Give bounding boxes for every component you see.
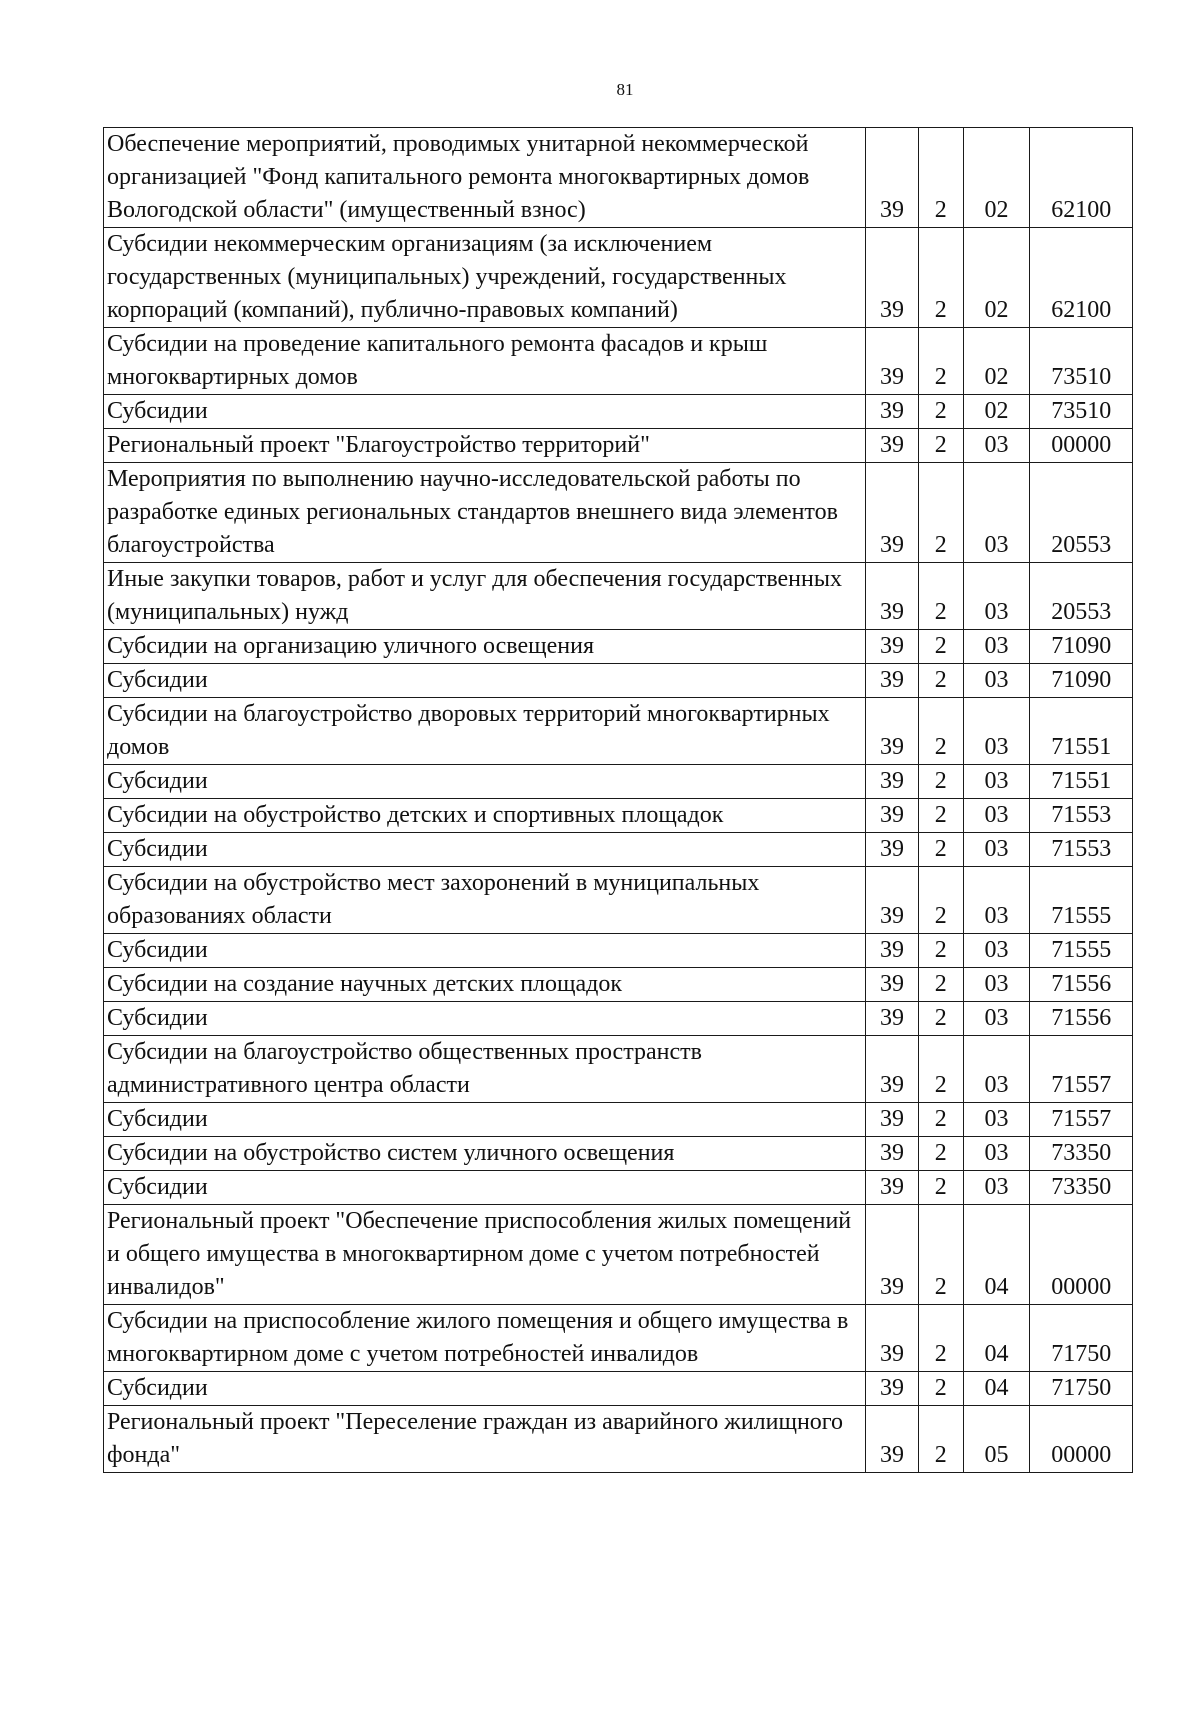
code-cell-1: 39 — [866, 1406, 919, 1473]
code-cell-4: 71556 — [1030, 1002, 1133, 1036]
table-row — [104, 765, 1133, 799]
code-cell-3: 03 — [963, 664, 1030, 698]
expense-name-cell: Субсидии — [104, 833, 866, 867]
table-row — [104, 429, 1133, 463]
expense-name-cell: Субсидии на благоустройство дворовых территорий многоквартирных домов — [104, 698, 866, 765]
code-cell-2: 2 — [918, 429, 963, 463]
code-cell-2: 2 — [918, 1137, 963, 1171]
expense-name-cell: Субсидии на проведение капитального ремонта фасадов и крыш многоквартирных домов — [104, 328, 866, 395]
code-cell-2: 2 — [918, 664, 963, 698]
code-cell-3: 03 — [963, 1103, 1030, 1137]
code-cell-3: 03 — [963, 968, 1030, 1002]
code-cell-4: 71553 — [1030, 799, 1133, 833]
code-cell-1: 39 — [866, 1205, 919, 1305]
table-row — [104, 1137, 1133, 1171]
expense-name-cell: Субсидии на обустройство детских и спортивных площадок — [104, 799, 866, 833]
code-cell-1: 39 — [866, 664, 919, 698]
table-row — [104, 1171, 1133, 1205]
code-cell-1: 39 — [866, 1305, 919, 1372]
code-cell-3: 05 — [963, 1406, 1030, 1473]
code-cell-4: 73510 — [1030, 395, 1133, 429]
table-row — [104, 968, 1133, 1002]
code-cell-3: 03 — [963, 833, 1030, 867]
expense-name-cell: Иные закупки товаров, работ и услуг для обеспечения государственных (муниципальных) нужд — [104, 563, 866, 630]
expense-name-cell: Региональный проект "Переселение граждан из аварийного жилищного фонда" — [104, 1406, 866, 1473]
expense-name-cell: Субсидии — [104, 934, 866, 968]
code-cell-3: 02 — [963, 128, 1030, 228]
code-cell-3: 03 — [963, 630, 1030, 664]
code-cell-4: 71551 — [1030, 765, 1133, 799]
code-cell-1: 39 — [866, 1103, 919, 1137]
code-cell-1: 39 — [866, 934, 919, 968]
expense-name-cell: Субсидии — [104, 1002, 866, 1036]
code-cell-1: 39 — [866, 1002, 919, 1036]
code-cell-3: 03 — [963, 698, 1030, 765]
table-row — [104, 1205, 1133, 1305]
code-cell-1: 39 — [866, 833, 919, 867]
code-cell-4: 00000 — [1030, 429, 1133, 463]
code-cell-3: 03 — [963, 463, 1030, 563]
code-cell-3: 03 — [963, 563, 1030, 630]
code-cell-2: 2 — [918, 1171, 963, 1205]
table-body — [104, 128, 1133, 1473]
code-cell-3: 03 — [963, 1171, 1030, 1205]
code-cell-4: 62100 — [1030, 128, 1133, 228]
table-row — [104, 563, 1133, 630]
expense-name-cell: Субсидии — [104, 765, 866, 799]
code-cell-2: 2 — [918, 934, 963, 968]
code-cell-4: 00000 — [1030, 1205, 1133, 1305]
expense-name-cell: Мероприятия по выполнению научно-исследовательской работы по разработке единых региональных стандартов внешнего вида элементов благоустройства — [104, 463, 866, 563]
expense-name-cell: Субсидии — [104, 1171, 866, 1205]
code-cell-1: 39 — [866, 1137, 919, 1171]
code-cell-2: 2 — [918, 799, 963, 833]
code-cell-2: 2 — [918, 1036, 963, 1103]
code-cell-4: 73350 — [1030, 1137, 1133, 1171]
code-cell-1: 39 — [866, 1036, 919, 1103]
code-cell-2: 2 — [918, 1002, 963, 1036]
code-cell-1: 39 — [866, 328, 919, 395]
code-cell-4: 20553 — [1030, 463, 1133, 563]
table-row — [104, 228, 1133, 328]
code-cell-1: 39 — [866, 867, 919, 934]
code-cell-1: 39 — [866, 968, 919, 1002]
code-cell-1: 39 — [866, 1372, 919, 1406]
code-cell-3: 04 — [963, 1372, 1030, 1406]
code-cell-1: 39 — [866, 128, 919, 228]
table-row — [104, 867, 1133, 934]
table-row — [104, 630, 1133, 664]
table-row — [104, 698, 1133, 765]
code-cell-2: 2 — [918, 1205, 963, 1305]
expense-name-cell: Субсидии на обустройство мест захоронений в муниципальных образованиях области — [104, 867, 866, 934]
code-cell-3: 03 — [963, 934, 1030, 968]
code-cell-4: 71556 — [1030, 968, 1133, 1002]
expense-name-cell: Субсидии на обустройство систем уличного освещения — [104, 1137, 866, 1171]
table-row — [104, 799, 1133, 833]
code-cell-1: 39 — [866, 698, 919, 765]
code-cell-1: 39 — [866, 228, 919, 328]
code-cell-3: 02 — [963, 228, 1030, 328]
expense-name-cell: Обеспечение мероприятий, проводимых унитарной некоммерческой организацией "Фонд капитального ремонта многоквартирных домов Вологодской области" (имущественный взнос) — [104, 128, 866, 228]
table-row — [104, 1372, 1133, 1406]
code-cell-3: 03 — [963, 1002, 1030, 1036]
code-cell-4: 71750 — [1030, 1372, 1133, 1406]
table-row — [104, 1103, 1133, 1137]
code-cell-3: 02 — [963, 328, 1030, 395]
code-cell-3: 04 — [963, 1305, 1030, 1372]
expense-name-cell: Субсидии — [104, 1103, 866, 1137]
table-row — [104, 1036, 1133, 1103]
expense-name-cell: Субсидии на создание научных детских площадок — [104, 968, 866, 1002]
code-cell-4: 62100 — [1030, 228, 1133, 328]
code-cell-1: 39 — [866, 1171, 919, 1205]
code-cell-4: 71557 — [1030, 1036, 1133, 1103]
code-cell-2: 2 — [918, 1103, 963, 1137]
code-cell-2: 2 — [918, 765, 963, 799]
code-cell-3: 03 — [963, 799, 1030, 833]
expense-name-cell: Субсидии на благоустройство общественных пространств административного центра области — [104, 1036, 866, 1103]
table-row — [104, 328, 1133, 395]
code-cell-3: 04 — [963, 1205, 1030, 1305]
code-cell-2: 2 — [918, 1305, 963, 1372]
table-row — [104, 934, 1133, 968]
table-row — [104, 833, 1133, 867]
code-cell-2: 2 — [918, 228, 963, 328]
code-cell-3: 03 — [963, 867, 1030, 934]
code-cell-1: 39 — [866, 630, 919, 664]
code-cell-1: 39 — [866, 765, 919, 799]
code-cell-4: 71090 — [1030, 630, 1133, 664]
code-cell-3: 02 — [963, 395, 1030, 429]
code-cell-3: 03 — [963, 429, 1030, 463]
expense-name-cell: Субсидии — [104, 395, 866, 429]
code-cell-2: 2 — [918, 128, 963, 228]
table-row — [104, 1002, 1133, 1036]
code-cell-2: 2 — [918, 328, 963, 395]
code-cell-4: 71750 — [1030, 1305, 1133, 1372]
table-row — [104, 1305, 1133, 1372]
code-cell-4: 73350 — [1030, 1171, 1133, 1205]
code-cell-2: 2 — [918, 463, 963, 563]
code-cell-4: 73510 — [1030, 328, 1133, 395]
code-cell-4: 20553 — [1030, 563, 1133, 630]
table-row — [104, 1406, 1133, 1473]
expense-name-cell: Региональный проект "Обеспечение приспособления жилых помещений и общего имущества в многоквартирном доме с учетом потребностей инвалидов" — [104, 1205, 866, 1305]
table-row — [104, 664, 1133, 698]
code-cell-1: 39 — [866, 429, 919, 463]
code-cell-4: 00000 — [1030, 1406, 1133, 1473]
code-cell-3: 03 — [963, 1137, 1030, 1171]
code-cell-4: 71557 — [1030, 1103, 1133, 1137]
code-cell-2: 2 — [918, 1406, 963, 1473]
table-row — [104, 128, 1133, 228]
code-cell-2: 2 — [918, 630, 963, 664]
code-cell-4: 71555 — [1030, 867, 1133, 934]
code-cell-3: 03 — [963, 1036, 1030, 1103]
code-cell-2: 2 — [918, 1372, 963, 1406]
code-cell-2: 2 — [918, 867, 963, 934]
expense-name-cell: Субсидии некоммерческим организациям (за исключением государственных (муниципальных) учреждений, государственных корпораций (компаний), публично-правовых компаний) — [104, 228, 866, 328]
code-cell-3: 03 — [963, 765, 1030, 799]
code-cell-4: 71090 — [1030, 664, 1133, 698]
expense-name-cell: Региональный проект "Благоустройство территорий" — [104, 429, 866, 463]
code-cell-4: 71551 — [1030, 698, 1133, 765]
code-cell-4: 71555 — [1030, 934, 1133, 968]
code-cell-2: 2 — [918, 698, 963, 765]
code-cell-4: 71553 — [1030, 833, 1133, 867]
code-cell-2: 2 — [918, 563, 963, 630]
expense-name-cell: Субсидии — [104, 664, 866, 698]
expense-name-cell: Субсидии на организацию уличного освещения — [104, 630, 866, 664]
budget-classification-table — [103, 127, 1133, 1473]
expense-name-cell: Субсидии — [104, 1372, 866, 1406]
code-cell-1: 39 — [866, 395, 919, 429]
expense-name-cell: Субсидии на приспособление жилого помещения и общего имущества в многоквартирном доме с учетом потребностей инвалидов — [104, 1305, 866, 1372]
page-number: 81 — [616, 80, 634, 99]
code-cell-2: 2 — [918, 968, 963, 1002]
code-cell-1: 39 — [866, 463, 919, 563]
code-cell-1: 39 — [866, 563, 919, 630]
code-cell-2: 2 — [918, 833, 963, 867]
code-cell-1: 39 — [866, 799, 919, 833]
table-row — [104, 463, 1133, 563]
table-row — [104, 395, 1133, 429]
code-cell-2: 2 — [918, 395, 963, 429]
